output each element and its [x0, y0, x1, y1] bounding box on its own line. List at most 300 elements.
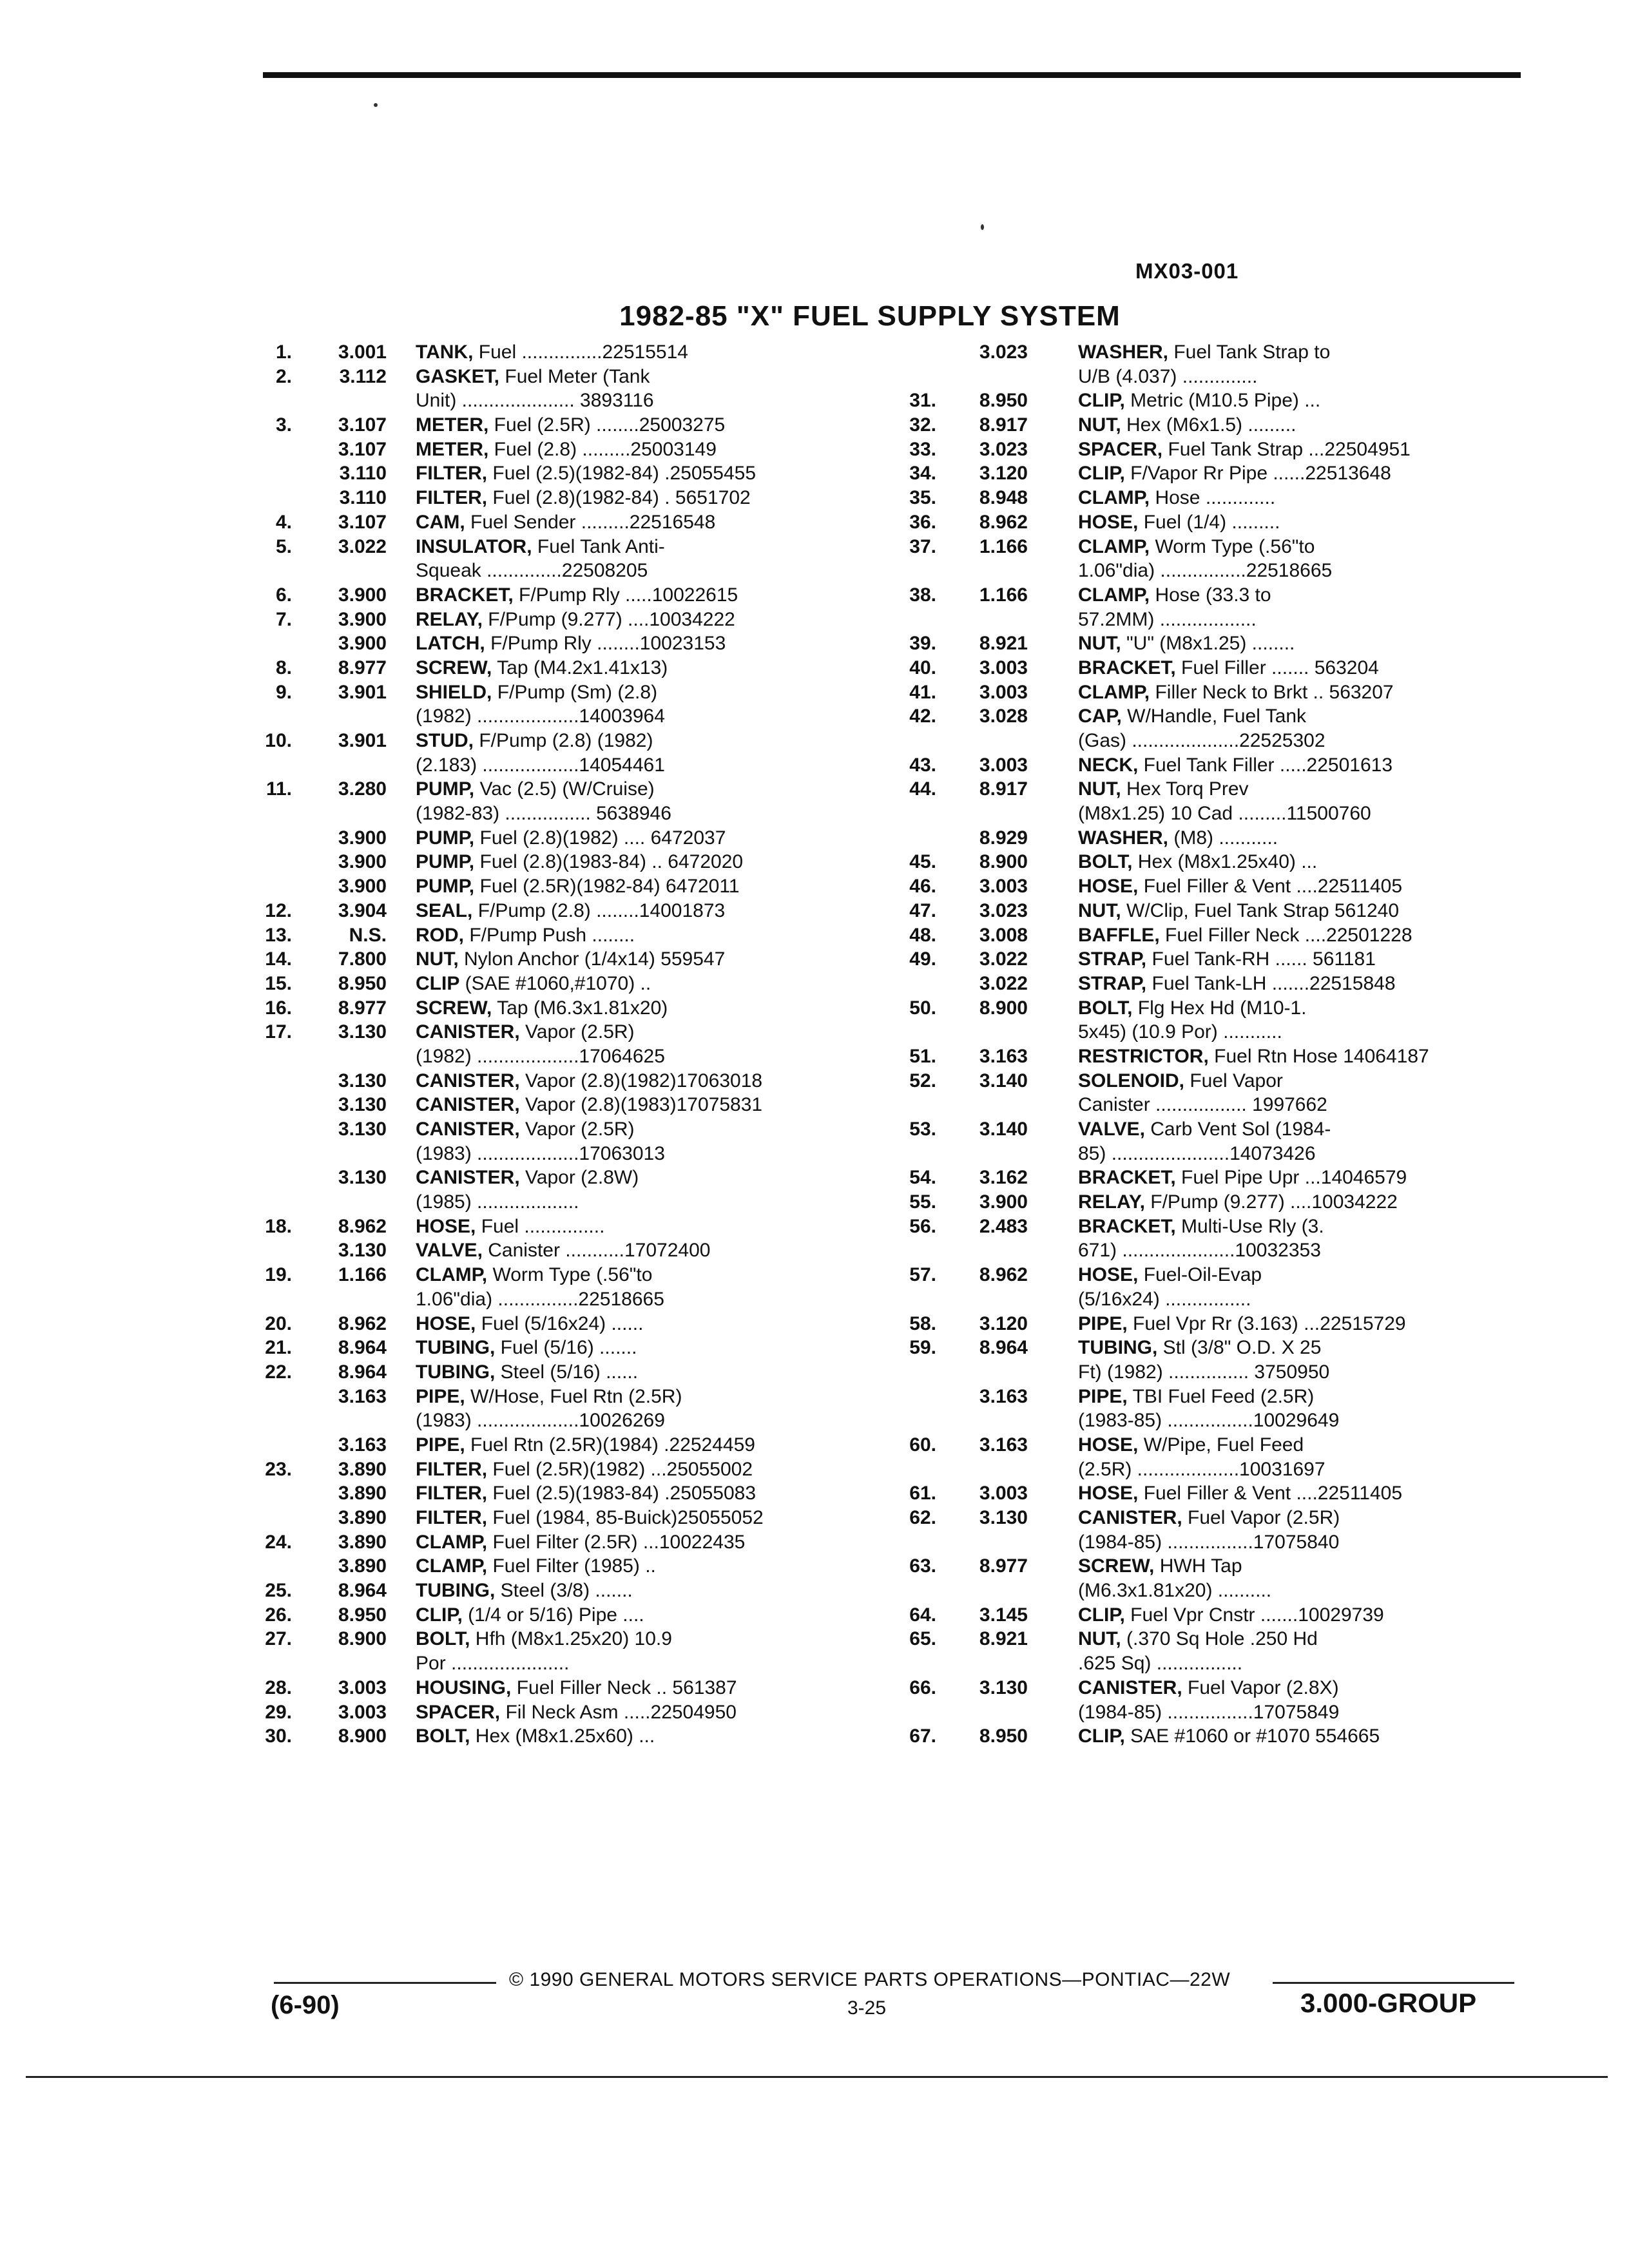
- part-description: [1078, 1554, 1518, 1579]
- part-description: [1078, 1263, 1518, 1287]
- part-details: Fuel Vpr Rr (3.163) ...22515729: [1127, 1312, 1406, 1334]
- group-code: 8.900: [979, 997, 1028, 1019]
- ref-number: 31.: [909, 390, 936, 412]
- group-code: 3.890: [338, 1555, 387, 1577]
- part-description: [416, 413, 867, 437]
- ref-number: 19.: [265, 1264, 292, 1286]
- ref-number: 66.: [909, 1677, 936, 1698]
- group-code: 3.120: [979, 1312, 1028, 1334]
- part-name: CANISTER,: [416, 1119, 520, 1140]
- group-code: 3.023: [979, 341, 1028, 363]
- part-description: [416, 704, 867, 729]
- part-details: Fuel (5/16x24) ......: [476, 1312, 644, 1334]
- part-row: [899, 1724, 1518, 1749]
- part-description: [416, 850, 867, 874]
- part-name: BOLT,: [1078, 997, 1133, 1019]
- part-row: [255, 1287, 867, 1312]
- part-details: (5/16x24) ................: [1078, 1288, 1251, 1310]
- part-row: [899, 1263, 1518, 1287]
- part-row: [899, 1215, 1518, 1239]
- ref-number: 53.: [909, 1119, 936, 1140]
- part-description: [1078, 1385, 1518, 1409]
- ref-number: 7.: [275, 608, 292, 630]
- part-details: (1983) ...................17063013: [416, 1142, 665, 1164]
- part-row: [255, 729, 867, 753]
- part-row: [255, 1166, 867, 1190]
- part-name: CAP,: [1078, 706, 1122, 727]
- part-name: BRACKET,: [1078, 657, 1176, 678]
- group-code: 3.140: [979, 1070, 1028, 1091]
- part-details: Canister ...........17072400: [482, 1240, 711, 1262]
- part-description: [1078, 1215, 1518, 1239]
- part-description: [1078, 461, 1518, 486]
- part-row: [899, 1579, 1518, 1603]
- ref-number: 65.: [909, 1628, 936, 1650]
- ref-number: 1.: [275, 341, 292, 363]
- part-details: (1984-85) ................17075840: [1078, 1531, 1340, 1553]
- part-description: [1078, 1044, 1518, 1069]
- part-details: Fuel Tank-RH ...... 561181: [1146, 948, 1376, 970]
- group-code: 3.003: [338, 1701, 387, 1723]
- group-code: 3.107: [338, 438, 387, 460]
- part-name: CLIP,: [1078, 1604, 1125, 1626]
- part-details: 57.2MM) ..................: [1078, 608, 1257, 630]
- part-row: [255, 680, 867, 705]
- ref-number: 12.: [265, 899, 292, 921]
- part-description: [416, 656, 867, 680]
- part-details: Fuel ...............: [476, 1215, 605, 1237]
- part-details: (1983-85) ................10029649: [1078, 1410, 1340, 1432]
- ref-number: 45.: [909, 851, 936, 873]
- part-details: Fuel Rtn Hose 14064187: [1208, 1045, 1429, 1067]
- part-row: [255, 1044, 867, 1069]
- part-description: [1078, 874, 1518, 899]
- ref-number: 30.: [265, 1725, 292, 1747]
- part-row: [899, 923, 1518, 948]
- part-name: HOSE,: [1078, 1264, 1139, 1286]
- part-row: [255, 1312, 867, 1336]
- part-details: Carb Vent Sol (1984-: [1144, 1119, 1331, 1140]
- part-details: 5x45) (10.9 Por) ...........: [1078, 1021, 1282, 1043]
- part-details: Hex (M8x1.25x40) ...: [1132, 851, 1318, 873]
- part-row: [899, 826, 1518, 850]
- part-details: Fuel ...............22515514: [473, 341, 688, 363]
- part-description: [1078, 1142, 1518, 1166]
- part-name: HOSE,: [416, 1215, 476, 1237]
- part-row: [899, 777, 1518, 802]
- part-row: [899, 680, 1518, 705]
- part-row: [255, 535, 867, 559]
- part-name: TUBING,: [416, 1580, 496, 1602]
- group-code: 8.950: [338, 1604, 387, 1626]
- part-row: [899, 389, 1518, 413]
- part-description: [416, 1166, 867, 1190]
- part-details: Fuel Filter (2.5R) ...10022435: [487, 1531, 746, 1553]
- part-description: [1078, 899, 1518, 923]
- part-row: [899, 899, 1518, 923]
- part-description: [416, 680, 867, 705]
- group-code: 3.890: [338, 1507, 387, 1528]
- group-code: 3.130: [338, 1119, 387, 1140]
- part-details: U/B (4.037) ..............: [1078, 365, 1258, 387]
- part-details: Fuel Tank Strap to: [1168, 341, 1331, 363]
- part-row: [899, 1481, 1518, 1506]
- part-description: [416, 972, 867, 996]
- part-details: W/Hose, Fuel Rtn (2.5R): [465, 1385, 682, 1407]
- part-name: ROD,: [416, 924, 464, 946]
- part-name: CLAMP,: [1078, 535, 1150, 557]
- part-description: [416, 1069, 867, 1093]
- group-code: 3.023: [979, 438, 1028, 460]
- part-row: [255, 1554, 867, 1579]
- ref-number: 49.: [909, 948, 936, 970]
- part-row: [899, 1457, 1518, 1482]
- part-details: (1984-85) ................17075849: [1078, 1701, 1340, 1723]
- part-details: Fuel Filler Neck ....22501228: [1159, 924, 1412, 946]
- part-name: SCREW,: [1078, 1555, 1155, 1577]
- part-details: W/Clip, Fuel Tank Strap 561240: [1121, 899, 1400, 921]
- part-description: [1078, 1287, 1518, 1312]
- group-code: 3.003: [338, 1677, 387, 1698]
- part-description: [416, 1044, 867, 1069]
- ref-number: 54.: [909, 1167, 936, 1189]
- part-row: [255, 1117, 867, 1142]
- group-code: 3.163: [338, 1434, 387, 1456]
- part-name: TUBING,: [1078, 1337, 1158, 1359]
- top-rule: [263, 72, 1521, 78]
- part-name: NUT,: [1078, 414, 1121, 436]
- part-details: Unit) ..................... 3893116: [416, 390, 654, 412]
- part-name: STUD,: [416, 730, 474, 751]
- part-description: [1078, 1603, 1518, 1628]
- ref-number: 58.: [909, 1312, 936, 1334]
- part-description: [1078, 1481, 1518, 1506]
- group-code: 8.921: [979, 1628, 1028, 1650]
- group-code: 3.901: [338, 730, 387, 751]
- part-details: (1/4 or 5/16) Pipe ....: [462, 1604, 644, 1626]
- part-row: [255, 656, 867, 680]
- group-code: 3.110: [339, 463, 387, 485]
- part-description: [1078, 1651, 1518, 1676]
- part-details: Fuel Filler ....... 563204: [1175, 657, 1379, 678]
- part-name: TUBING,: [416, 1361, 496, 1383]
- part-row: [255, 1627, 867, 1651]
- part-row: [255, 1433, 867, 1457]
- part-details: (1982) ...................14003964: [416, 706, 665, 727]
- part-description: [1078, 1724, 1518, 1749]
- part-name: WASHER,: [1078, 827, 1169, 849]
- part-details: Fuel Filler & Vent ....22511405: [1138, 1483, 1403, 1504]
- ref-number: 33.: [909, 438, 936, 460]
- group-code: 3.130: [338, 1094, 387, 1116]
- part-row: [255, 559, 867, 583]
- part-details: Fuel (2.8)(1982) .... 6472037: [474, 827, 726, 849]
- group-code: 8.900: [979, 851, 1028, 873]
- part-details: 85) ......................14073426: [1078, 1142, 1316, 1164]
- ref-number: 56.: [909, 1215, 936, 1237]
- part-description: [416, 1360, 867, 1385]
- part-row: [899, 340, 1518, 365]
- ref-number: 23.: [265, 1458, 292, 1480]
- part-description: [416, 729, 867, 753]
- part-description: [416, 340, 867, 365]
- part-row: [899, 1554, 1518, 1579]
- part-details: Steel (5/16) ......: [495, 1361, 639, 1383]
- ref-number: 51.: [909, 1045, 936, 1067]
- part-row: [899, 729, 1518, 753]
- part-description: [416, 923, 867, 948]
- part-description: [1078, 923, 1518, 948]
- part-description: [1078, 826, 1518, 850]
- part-description: [416, 1676, 867, 1700]
- part-description: [1078, 996, 1518, 1021]
- part-row: [899, 1676, 1518, 1700]
- ref-number: 48.: [909, 924, 936, 946]
- parts-list-left-column: [255, 340, 867, 1749]
- part-row: [255, 1676, 867, 1700]
- ref-number: 25.: [265, 1580, 292, 1602]
- part-name: METER,: [416, 438, 489, 460]
- part-name: CLAMP,: [1078, 584, 1150, 606]
- ref-number: 67.: [909, 1725, 936, 1747]
- part-row: [255, 1457, 867, 1482]
- part-description: [416, 1020, 867, 1044]
- part-row: [899, 1020, 1518, 1044]
- group-code: 1.166: [338, 1264, 387, 1286]
- part-details: Fuel Sender .........22516548: [465, 511, 716, 533]
- part-details: Fuel Filler Neck .. 561387: [511, 1677, 737, 1698]
- part-description: [1078, 535, 1518, 559]
- part-details: W/Pipe, Fuel Feed: [1138, 1434, 1304, 1456]
- part-description: [416, 1142, 867, 1166]
- part-description: [416, 947, 867, 972]
- group-code: 3.145: [979, 1604, 1028, 1626]
- part-row: [255, 1093, 867, 1117]
- group-code: 3.003: [979, 681, 1028, 703]
- part-details: (.370 Sq Hole .250 Hd: [1121, 1628, 1318, 1650]
- ref-number: 27.: [265, 1628, 292, 1650]
- part-description: [1078, 680, 1518, 705]
- part-name: HOSE,: [416, 1312, 476, 1334]
- part-description: [416, 437, 867, 462]
- group-code: 8.977: [979, 1555, 1028, 1577]
- part-details: W/Handle, Fuel Tank: [1121, 706, 1307, 727]
- ref-number: 18.: [265, 1215, 292, 1237]
- ref-number: 17.: [265, 1021, 292, 1043]
- part-row: [255, 365, 867, 389]
- part-row: [255, 340, 867, 365]
- group-code: 3.130: [338, 1240, 387, 1262]
- part-description: [1078, 656, 1518, 680]
- part-row: [255, 802, 867, 826]
- part-name: BRACKET,: [1078, 1215, 1176, 1237]
- part-details: Vapor (2.8)(1983)17075831: [519, 1094, 763, 1116]
- part-row: [255, 1530, 867, 1555]
- footer-rule-right: [1273, 1982, 1514, 1984]
- speck-mark: [374, 103, 378, 107]
- part-details: Tap (M6.3x1.81x20): [492, 997, 668, 1019]
- part-details: (1983) ...................10026269: [416, 1410, 665, 1432]
- part-name: PIPE,: [416, 1385, 465, 1407]
- part-row: [255, 437, 867, 462]
- part-name: HOSE,: [1078, 511, 1139, 533]
- part-details: Fuel (1/4) .........: [1138, 511, 1280, 533]
- ref-number: 3.: [275, 414, 292, 436]
- part-description: [416, 486, 867, 510]
- ref-number: 62.: [909, 1507, 936, 1528]
- group-code: 3.890: [338, 1483, 387, 1504]
- group-code: 3.130: [338, 1167, 387, 1189]
- part-description: [416, 1603, 867, 1628]
- part-details: Fuel Tank Filler .....22501613: [1138, 754, 1393, 776]
- part-description: [1078, 729, 1518, 753]
- group-code: 3.003: [979, 876, 1028, 898]
- part-name: INSULATOR,: [416, 535, 532, 557]
- part-row: [899, 704, 1518, 729]
- part-name: NUT,: [1078, 1628, 1121, 1650]
- group-code: 3.130: [338, 1070, 387, 1091]
- part-description: [416, 874, 867, 899]
- part-details: Vac (2.5) (W/Cruise): [474, 778, 655, 800]
- part-description: [1078, 510, 1518, 535]
- ref-number: 38.: [909, 584, 936, 606]
- part-description: [416, 1117, 867, 1142]
- part-name: PUMP,: [416, 876, 475, 898]
- part-description: [416, 608, 867, 632]
- part-row: [255, 923, 867, 948]
- ref-number: 57.: [909, 1264, 936, 1286]
- ref-number: 14.: [265, 948, 292, 970]
- part-details: (1982) ...................17064625: [416, 1045, 665, 1067]
- part-details: Hex Torq Prev: [1121, 778, 1249, 800]
- part-row: [255, 777, 867, 802]
- part-row: [255, 874, 867, 899]
- part-name: FILTER,: [416, 487, 488, 509]
- part-details: Filler Neck to Brkt .. 563207: [1150, 681, 1394, 703]
- part-row: [255, 1215, 867, 1239]
- part-name: CANISTER,: [416, 1070, 520, 1091]
- part-name: HOSE,: [1078, 1434, 1139, 1456]
- group-code: 8.900: [338, 1628, 387, 1650]
- part-description: [1078, 850, 1518, 874]
- footer-date: (6-90): [271, 1991, 340, 2019]
- part-row: [899, 1506, 1518, 1530]
- part-details: Fuel Vapor (2.8X): [1182, 1677, 1339, 1698]
- ref-number: 42.: [909, 706, 936, 727]
- part-details: TBI Fuel Feed (2.5R): [1127, 1385, 1315, 1407]
- part-name: CLIP,: [1078, 390, 1125, 412]
- part-row: [255, 1142, 867, 1166]
- part-name: TANK,: [416, 341, 474, 363]
- part-description: [1078, 365, 1518, 389]
- part-description: [1078, 1676, 1518, 1700]
- part-details: F/Pump Push ........: [464, 924, 635, 946]
- part-row: [255, 1385, 867, 1409]
- ref-number: 50.: [909, 997, 936, 1019]
- part-details: F/Pump (9.277) ....10034222: [482, 608, 735, 630]
- group-code: 8.964: [979, 1337, 1028, 1359]
- part-row: [899, 996, 1518, 1021]
- part-description: [1078, 486, 1518, 510]
- part-details: (Gas) ....................22525302: [1078, 730, 1325, 751]
- ref-number: 34.: [909, 463, 936, 485]
- ref-number: 15.: [265, 972, 292, 994]
- part-description: [416, 1554, 867, 1579]
- ref-number: 16.: [265, 997, 292, 1019]
- part-details: Hfh (M8x1.25x20) 10.9: [470, 1628, 672, 1650]
- part-details: Ft) (1982) ............... 3750950: [1078, 1361, 1330, 1383]
- part-name: SCREW,: [416, 657, 492, 678]
- part-name: NUT,: [1078, 633, 1121, 655]
- ref-number: 26.: [265, 1604, 292, 1626]
- part-description: [1078, 1530, 1518, 1555]
- part-description: [416, 996, 867, 1021]
- part-description: [1078, 777, 1518, 802]
- group-code: 3.900: [338, 584, 387, 606]
- part-details: Fuel (5/16) .......: [495, 1337, 637, 1359]
- group-code: 3.163: [979, 1045, 1028, 1067]
- ref-number: 61.: [909, 1483, 936, 1504]
- part-row: [899, 1336, 1518, 1360]
- part-details: (M6.3x1.81x20) ..........: [1078, 1580, 1272, 1602]
- part-row: [255, 413, 867, 437]
- part-row: [899, 972, 1518, 996]
- part-row: [899, 1700, 1518, 1725]
- part-row: [255, 996, 867, 1021]
- part-details: Fuel (1984, 85-Buick)25055052: [487, 1507, 764, 1528]
- part-row: [899, 874, 1518, 899]
- group-code: 3.163: [338, 1385, 387, 1407]
- part-row: [899, 802, 1518, 826]
- part-row: [899, 1287, 1518, 1312]
- group-code: 7.800: [338, 948, 387, 970]
- part-name: CANISTER,: [416, 1167, 520, 1189]
- part-row: [899, 510, 1518, 535]
- part-description: [1078, 1433, 1518, 1457]
- part-details: Fuel Meter (Tank: [499, 365, 650, 387]
- ref-number: 24.: [265, 1531, 292, 1553]
- part-name: NUT,: [1078, 778, 1121, 800]
- part-description: [1078, 413, 1518, 437]
- part-name: CLIP: [416, 972, 460, 994]
- part-details: Canister ................. 1997662: [1078, 1094, 1327, 1116]
- group-code: 3.022: [979, 948, 1028, 970]
- group-code: 3.107: [338, 511, 387, 533]
- part-details: Metric (M10.5 Pipe) ...: [1124, 390, 1321, 412]
- parts-list-right-column: [899, 340, 1518, 1749]
- part-details: Fuel (2.5)(1982-84) .25055455: [487, 463, 757, 485]
- part-row: [899, 947, 1518, 972]
- part-description: [416, 1579, 867, 1603]
- part-row: [899, 486, 1518, 510]
- part-name: CLAMP,: [1078, 487, 1150, 509]
- part-name: RELAY,: [416, 608, 483, 630]
- part-description: [416, 777, 867, 802]
- part-details: Worm Type (.56"to: [1150, 535, 1315, 557]
- part-details: Nylon Anchor (1/4x14) 559547: [458, 948, 726, 970]
- part-row: [899, 1142, 1518, 1166]
- part-row: [899, 631, 1518, 656]
- group-code: 3.001: [338, 341, 387, 363]
- part-details: Vapor (2.8W): [519, 1167, 639, 1189]
- group-code: 3.162: [979, 1167, 1028, 1189]
- part-details: "U" (M8x1.25) ........: [1121, 633, 1295, 655]
- part-row: [899, 1530, 1518, 1555]
- group-code: 1.166: [979, 584, 1028, 606]
- part-name: HOSE,: [1078, 876, 1139, 898]
- part-row: [255, 1190, 867, 1215]
- part-row: [899, 850, 1518, 874]
